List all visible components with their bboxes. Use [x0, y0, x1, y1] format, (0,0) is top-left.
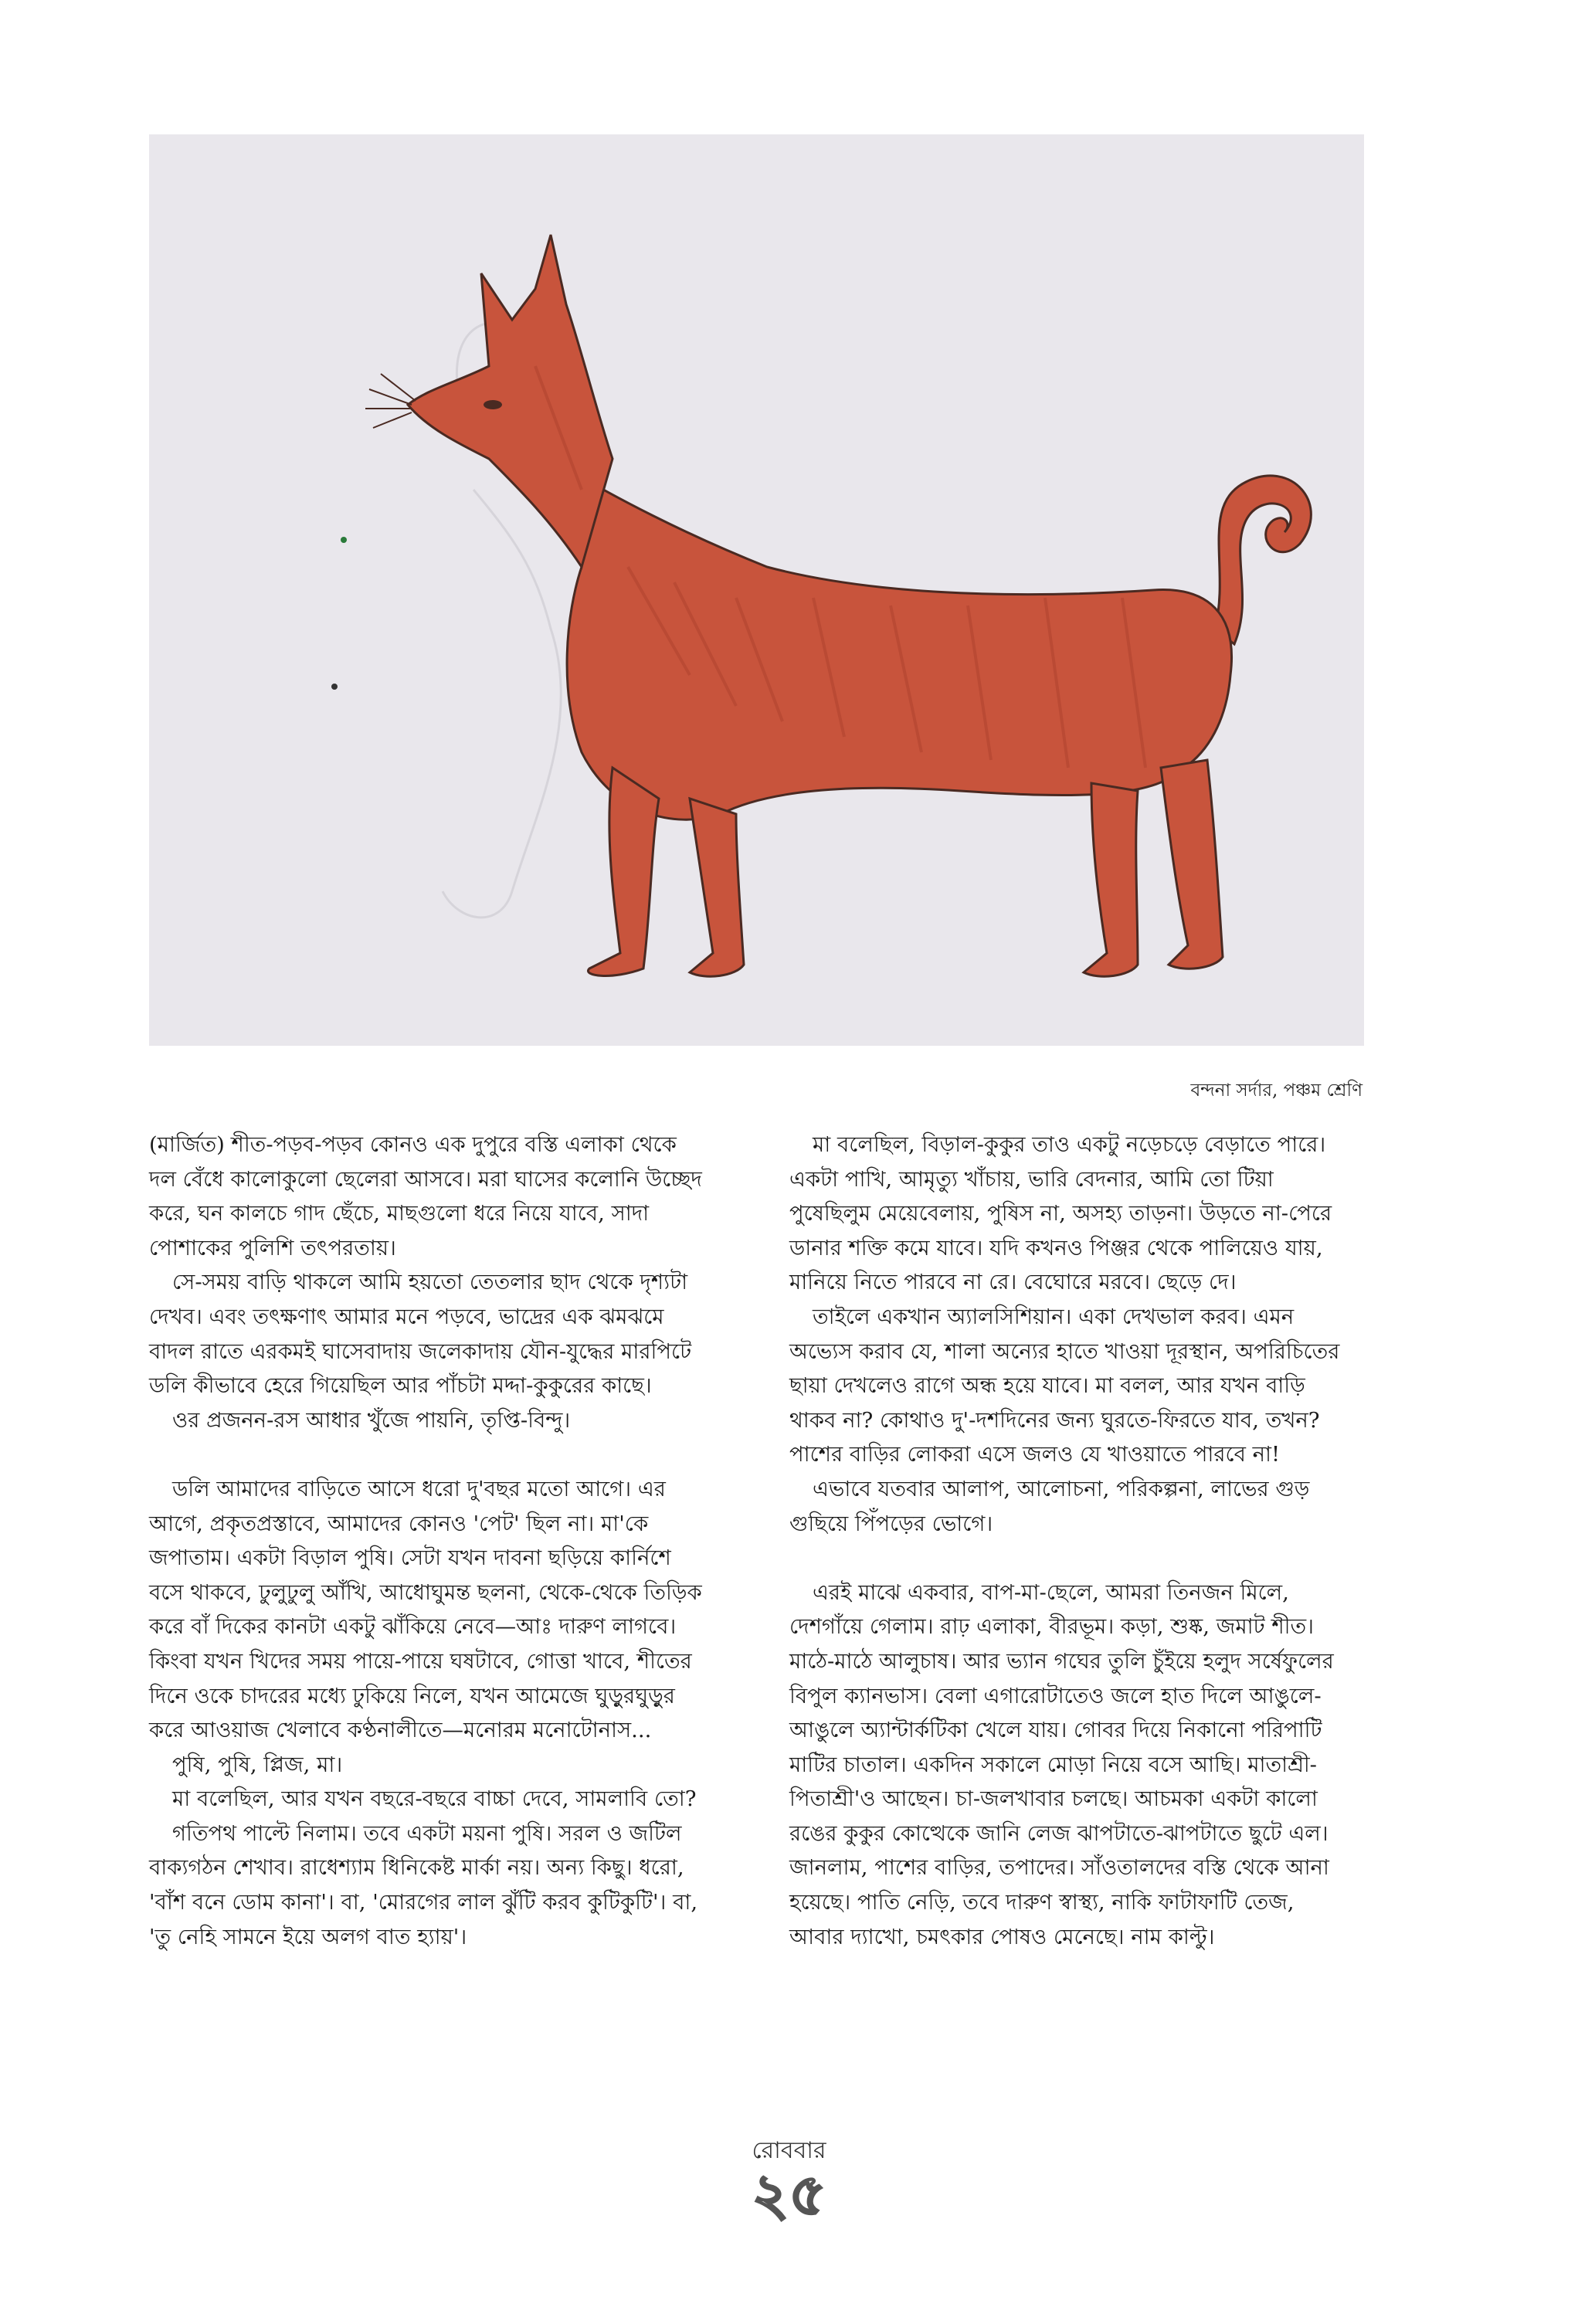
paragraph: গতিপথ পাল্টে নিলাম। তবে একটা ময়না পুষি। সরল ও জটিল বাক্যগঠন শেখাব। রাধেশ্যাম ধিনিকেষ্ট মার্কা নয়। অন্য কিছু। ধরো, 'বাঁশ বনে ডোম কানা'। বা, 'মোরগের লাল ঝুঁটি করব কুটিকুটি'। বা, 'তু নেহি সামনে ইয়ে অলগ বাত হ্যায়'। — [149, 1820, 698, 1949]
paragraph: এভাবে যতবার আলাপ, আলোচনা, পরিকল্পনা, লাভের গুড় গুছিয়ে পিঁপড়ের ভোগে। — [789, 1476, 1310, 1536]
paragraph: (মার্জিত) শীত-পড়ব-পড়ব কোনও এক দুপুরে বস্তি এলাকা থেকে দল বেঁধে কালোকুলো ছেলেরা আসবে। মরা ঘাসের কলোনি উচ্ছেদ করে, ঘন কালচে গাদ ছেঁচে, মাছগুলো ধরে নিয়ে যাবে, সাদা পোশাকের পুলিশি তৎপরতায়। — [149, 1132, 702, 1260]
paragraph: ওর প্রজনন-রস আধার খুঁজে পায়নি, তৃপ্তি-বিন্দু। — [172, 1407, 571, 1433]
left-text-column — [149, 1128, 705, 1954]
paragraph: মা বলেছিল, আর যখন বছরে-বছরে বাচ্চা দেবে, সামলাবি তো? — [172, 1786, 697, 1812]
paragraph: তাইলে একখান অ্যালসিশিয়ান। একা দেখভাল করব। এমন অভ্যেস করাব যে, শালা অন্যের হাতে খাওয়া দূরস্থান, অপরিচিতের ছায়া দেখলেও রাগে অন্ধ হয়ে যাবে। মা বলল, আর যখন বাড়ি থাকব না? কোথাও দু'-দশদিনের জন্য ঘুরতে-ফিরতে যাব, তখন? পাশের বাড়ির লোকরা এসে জলও যে খাওয়াতে পারবে না! — [789, 1304, 1340, 1467]
paragraph: এরই মাঝে একবার, বাপ-মা-ছেলে, আমরা তিনজন মিলে, দেশগাঁয়ে গেলাম। রাঢ় এলাকা, বীরভূম। কড়া, শুষ্ক, জমাট শীত। মাঠে-মাঠে আলুচাষ। আর ভ্যান গঘের তুলি চুঁইয়ে হলুদ সর্ষেফুলের বিপুল ক্যানভাস। বেলা এগারোটাতেও জলে হাত দিলে আঙুলে-আঙুলে অ্যান্টার্কটিকা খেলে যায়। গোবর দিয়ে নিকানো পরিপাটি মাটির চাতাল। একদিন সকালে মোড়া নিয়ে বসে আছি। মাতাশ্রী-পিতাশ্রী'ও আছেন। চা-জলখাবার চলছে। আচমকা একটা কালো রঙের কুকুর কোত্থেকে জানি লেজ ঝাপটাতে-ঝাপটাতে ছুটে এল। জানলাম, পাশের বাড়ির, তপাদের। সাঁওতালদের বস্তি থেকে আনা হয়েছে। পাতি নেড়ি, তবে দারুণ স্বাস্থ্য, নাকি ফাটাফাটি তেজ, আবার দ্যাখো, চমৎকার পোষও মেনেছে। নাম কাল্টু। — [789, 1579, 1334, 1949]
illustration-caption: বন্দনা সর্দার, পঞ্চম শ্রেণি — [1190, 1081, 1363, 1101]
dog-drawing — [149, 134, 1364, 1046]
page-number: ২৫ — [752, 2162, 826, 2228]
illustration-photo — [149, 134, 1364, 1046]
paragraph: পুষি, পুষি, প্লিজ, মা। — [172, 1752, 343, 1777]
right-text-column — [789, 1128, 1346, 1954]
magazine-name: রোববার — [752, 2137, 826, 2164]
paragraph: মা বলেছিল, বিড়াল-কুকুর তাও একটু নড়েচড়ে বেড়াতে পারে। একটা পাখি, আমৃত্যু খাঁচায়, ভারি বেদনার, আমি তো টিয়া পুষেছিলুম মেয়েবেলায়, পুষিস না, অসহ্য তাড়না। উড়তে না-পেরে ডানার শক্তি কমে যাবে। যদি কখনও পিঞ্জর থেকে পালিয়েও যায়, মানিয়ে নিতে পারবে না রে। বেঘোরে মরবে। ছেড়ে দে। — [789, 1132, 1332, 1295]
paragraph: সে-সময় বাড়ি থাকলে আমি হয়তো তেতলার ছাদ থেকে দৃশ্যটা দেখব। এবং তৎক্ষণাৎ আমার মনে পড়বে, ভাদ্রের এক ঝমঝমে বাদল রাতে এরকমই ঘাসেবাদায় জলেকাদায় যৌন-যুদ্ধের মারপিটে ডলি কীভাবে হেরে গিয়েছিল আর পাঁচটা মদ্দা-কুকুরের কাছে। — [149, 1270, 692, 1399]
paragraph: ডলি আমাদের বাড়িতে আসে ধরো দু'বছর মতো আগে। এর আগে, প্রকৃতপ্রস্তাবে, আমাদের কোনও 'পেট' ছিল না। মা'কে জপাতাম। একটা বিড়াল পুষি। সেটা যখন দাবনা ছড়িয়ে কার্নিশে বসে থাকবে, ঢুলুঢুলু আঁখি, আধোঘুমন্ত ছলনা, থেকে-থেকে তিড়িক করে বাঁ দিকের কানটা একটু ঝাঁকিয়ে নেবে—আঃ দারুণ লাগবে। কিংবা যখন খিদের সময় পায়ে-পায়ে ঘষটাবে, গোত্তা খাবে, শীতের দিনে ওকে চাদরের মধ্যে ঢুকিয়ে নিলে, যখন আমেজে ঘুড়ুরঘুড়ুর করে আওয়াজ খেলাবে কণ্ঠনালীতে—মনোরম মনোটোনাস... — [149, 1476, 702, 1743]
